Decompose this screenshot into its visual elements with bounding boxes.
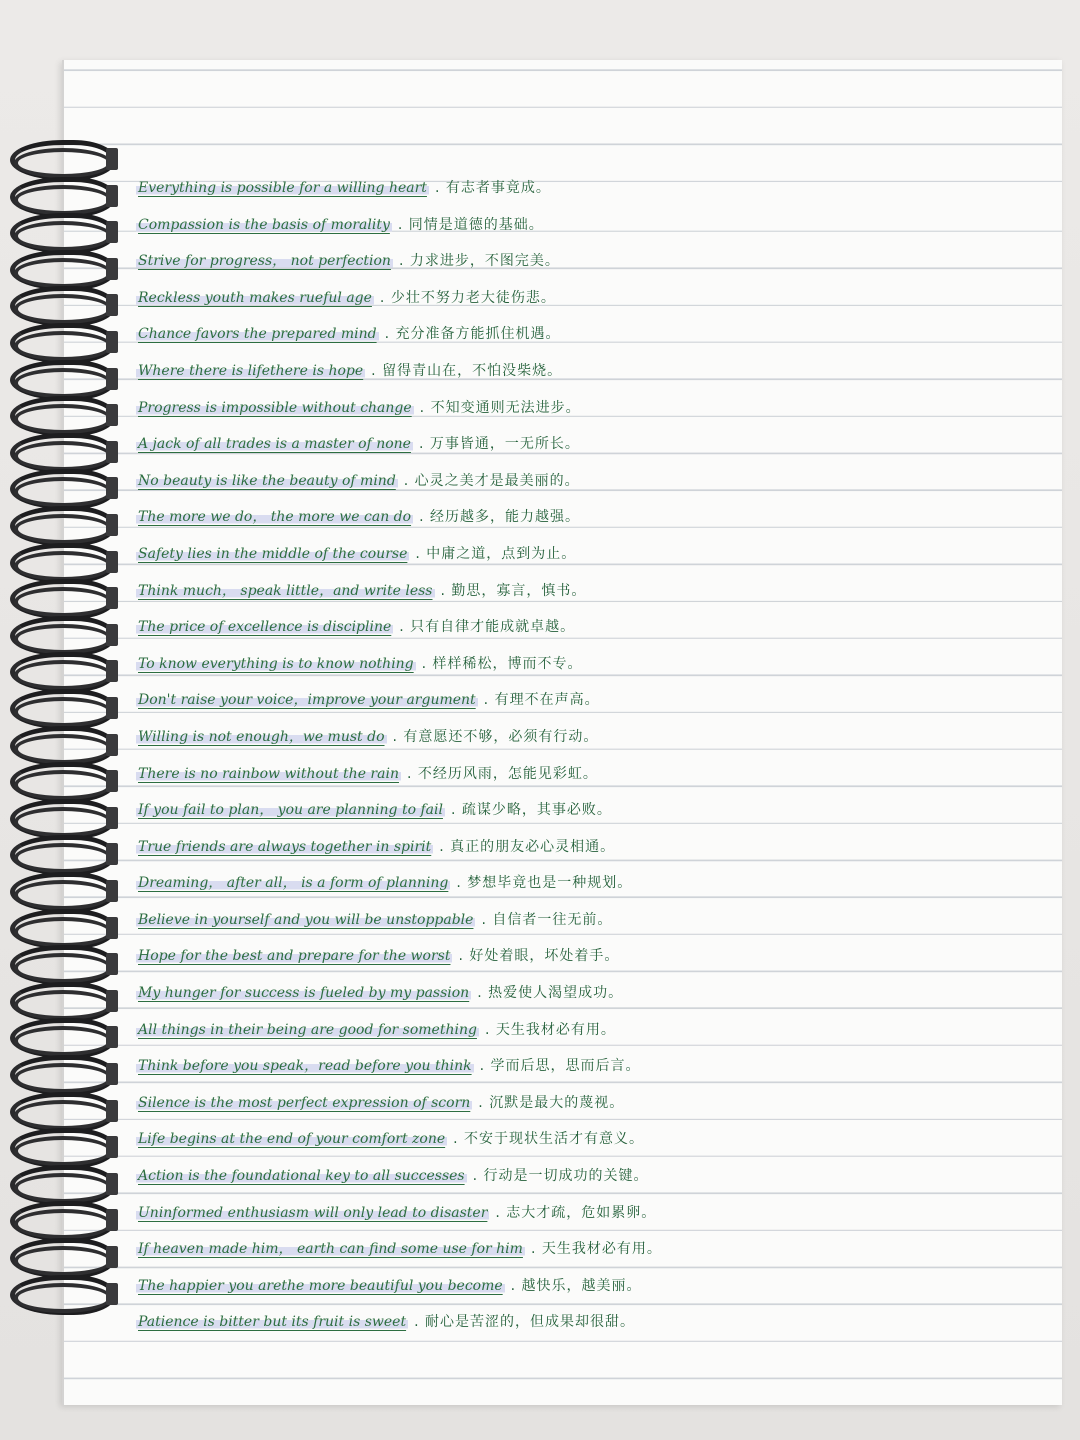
- english-phrase: Don't raise your voice，improve your argument: [138, 692, 476, 709]
- phrase-line: [136, 936, 1076, 973]
- spiral-binding: [0, 140, 130, 1370]
- phrase-line: [136, 1302, 1076, 1339]
- chinese-translation: . 学而后思，思而后言。: [479, 1058, 641, 1075]
- chinese-translation: . 不安于现状生活才有意义。: [453, 1131, 645, 1148]
- spiral-binding-ring-icon: [10, 396, 120, 432]
- phrase-line: [136, 241, 1076, 278]
- english-phrase: Action is the foundational key to all successes: [138, 1168, 465, 1185]
- english-phrase: Safety lies in the middle of the course: [138, 545, 408, 562]
- english-phrase: The price of excellence is discipline: [138, 619, 392, 636]
- spiral-binding-ring-icon: [10, 177, 120, 213]
- phrase-line: [136, 388, 1076, 425]
- spiral-binding-ring-icon: [10, 250, 120, 286]
- phrase-line: [136, 168, 1076, 205]
- chinese-translation: . 不知变通则无法进步。: [419, 399, 581, 416]
- chinese-translation: . 耐心是苦涩的，但成果却很甜。: [414, 1314, 635, 1331]
- spiral-binding-ring-icon: [10, 909, 120, 945]
- spiral-binding-ring-icon: [10, 762, 120, 798]
- chinese-translation: . 天生我材必有用。: [484, 1021, 616, 1038]
- spiral-binding-ring-icon: [10, 1018, 120, 1054]
- english-phrase: Progress is impossible without change: [138, 399, 412, 416]
- chinese-translation: . 热爱使人渴望成功。: [477, 985, 624, 1002]
- spiral-binding-ring-icon: [10, 982, 120, 1018]
- phrase-line: [136, 1046, 1076, 1083]
- chinese-translation: . 留得青山在，不怕没柴烧。: [371, 362, 563, 379]
- phrase-line: [136, 1156, 1076, 1193]
- phrase-line: [136, 680, 1076, 717]
- chinese-translation: . 有理不在声高。: [483, 692, 600, 709]
- english-phrase: To know everything is to know nothing: [138, 655, 414, 672]
- phrase-line: [136, 1266, 1076, 1303]
- chinese-translation: . 自信者一往无前。: [481, 911, 613, 928]
- phrase-list: [136, 168, 1076, 1339]
- spiral-binding-ring-icon: [10, 1165, 120, 1201]
- phrase-line: [136, 644, 1076, 681]
- chinese-translation: . 好处着眼，坏处着手。: [458, 948, 620, 965]
- spiral-binding-ring-icon: [10, 799, 120, 835]
- phrase-line: [136, 1193, 1076, 1230]
- chinese-translation: . 有志者事竟成。: [434, 180, 551, 196]
- english-phrase: Think much， speak little，and write less: [138, 582, 433, 599]
- english-phrase: Patience is bitter but its fruit is sweet: [138, 1314, 407, 1331]
- spiral-binding-ring-icon: [10, 1092, 120, 1128]
- phrase-line: [136, 571, 1076, 608]
- spiral-binding-ring-icon: [10, 286, 120, 322]
- english-phrase: The more we do， the more we can do: [138, 509, 412, 526]
- chinese-translation: . 万事皆通，一无所长。: [418, 436, 580, 453]
- phrase-line: [136, 863, 1076, 900]
- chinese-translation: . 少壮不努力老大徒伤悲。: [379, 289, 556, 306]
- phrase-line: [136, 1010, 1076, 1047]
- spiral-binding-ring-icon: [10, 689, 120, 725]
- phrase-line: [136, 973, 1076, 1010]
- english-phrase: Life begins at the end of your comfort zone: [138, 1131, 446, 1148]
- spiral-binding-ring-icon: [10, 433, 120, 469]
- english-phrase: Compassion is the basis of morality: [138, 216, 390, 233]
- english-phrase: Silence is the most perfect expression of scorn: [138, 1094, 471, 1111]
- spiral-binding-ring-icon: [10, 1201, 120, 1237]
- phrase-line: [136, 314, 1076, 351]
- chinese-translation: . 梦想毕竟也是一种规划。: [456, 875, 633, 892]
- spiral-binding-ring-icon: [10, 140, 120, 176]
- spiral-binding-ring-icon: [10, 726, 120, 762]
- phrase-line: [136, 351, 1076, 388]
- spiral-binding-ring-icon: [10, 543, 120, 579]
- spiral-binding-ring-icon: [10, 360, 120, 396]
- phrase-line: [136, 717, 1076, 754]
- english-phrase: Uninformed enthusiasm will only lead to disaster: [138, 1204, 488, 1221]
- english-phrase: Everything is possible for a willing heart: [138, 180, 427, 196]
- chinese-translation: . 越快乐，越美丽。: [510, 1277, 642, 1294]
- phrase-line: [136, 790, 1076, 827]
- chinese-translation: . 真正的朋友必心灵相通。: [439, 838, 616, 855]
- phrase-line: [136, 827, 1076, 864]
- phrase-line: [136, 461, 1076, 498]
- spiral-binding-ring-icon: [10, 506, 120, 542]
- phrase-line: [136, 205, 1076, 242]
- chinese-translation: . 中庸之道，点到为止。: [415, 545, 577, 562]
- english-phrase: Chance favors the prepared mind: [138, 326, 377, 343]
- chinese-translation: . 样样稀松，博而不专。: [421, 655, 583, 672]
- spiral-binding-ring-icon: [10, 945, 120, 981]
- phrase-line: [136, 607, 1076, 644]
- english-phrase: No beauty is like the beauty of mind: [138, 472, 396, 489]
- spiral-binding-ring-icon: [10, 652, 120, 688]
- chinese-translation: . 充分准备方能抓住机遇。: [384, 326, 561, 343]
- english-phrase: There is no rainbow without the rain: [138, 765, 399, 782]
- chinese-translation: . 不经历风雨，怎能见彩虹。: [406, 765, 598, 782]
- english-phrase: Where there is lifethere is hope: [138, 362, 364, 379]
- english-phrase: A jack of all trades is a master of none: [138, 436, 411, 453]
- english-phrase: Strive for progress， not perfection: [138, 253, 391, 270]
- phrase-line: [136, 424, 1076, 461]
- phrase-line: [136, 1119, 1076, 1156]
- spiral-binding-ring-icon: [10, 579, 120, 615]
- chinese-translation: . 只有自律才能成就卓越。: [399, 619, 576, 636]
- chinese-translation: . 力求进步，不图完美。: [398, 253, 560, 270]
- spiral-binding-ring-icon: [10, 323, 120, 359]
- chinese-translation: . 有意愿还不够，必须有行动。: [392, 728, 599, 745]
- spiral-binding-ring-icon: [10, 1275, 120, 1311]
- chinese-translation: . 行动是一切成功的关键。: [472, 1168, 649, 1185]
- english-phrase: The happier you arethe more beautiful you become: [138, 1277, 503, 1294]
- phrase-line: [136, 754, 1076, 791]
- phrase-line: [136, 1083, 1076, 1120]
- phrase-line: [136, 900, 1076, 937]
- english-phrase: Dreaming， after all， is a form of planning: [138, 875, 449, 892]
- spiral-binding-ring-icon: [10, 1128, 120, 1164]
- spiral-binding-ring-icon: [10, 872, 120, 908]
- spiral-binding-ring-icon: [10, 616, 120, 652]
- spiral-binding-ring-icon: [10, 1238, 120, 1274]
- phrase-line: [136, 1229, 1076, 1266]
- chinese-translation: . 心灵之美才是最美丽的。: [403, 472, 580, 489]
- chinese-translation: . 疏谋少略，其事必败。: [450, 802, 612, 819]
- english-phrase: All things in their being are good for something: [138, 1021, 477, 1038]
- chinese-translation: . 沉默是最大的蔑视。: [478, 1094, 625, 1111]
- english-phrase: Believe in yourself and you will be unstoppable: [138, 911, 474, 928]
- english-phrase: True friends are always together in spirit: [138, 838, 432, 855]
- english-phrase: Hope for the best and prepare for the worst: [138, 948, 451, 965]
- chinese-translation: . 天生我材必有用。: [530, 1241, 662, 1258]
- chinese-translation: . 经历越多，能力越强。: [419, 509, 580, 526]
- phrase-line: [136, 278, 1076, 315]
- spiral-binding-ring-icon: [10, 469, 120, 505]
- spiral-binding-ring-icon: [10, 213, 120, 249]
- chinese-translation: . 同情是道德的基础。: [397, 216, 544, 233]
- english-phrase: Reckless youth makes rueful age: [138, 289, 372, 306]
- english-phrase: My hunger for success is fueled by my passion: [138, 985, 470, 1002]
- phrase-line: [136, 497, 1076, 534]
- english-phrase: If heaven made him， earth can find some use for him: [138, 1241, 523, 1258]
- english-phrase: Willing is not enough，we must do: [138, 728, 385, 745]
- chinese-translation: . 勤思，寡言，慎书。: [440, 582, 587, 599]
- spiral-binding-ring-icon: [10, 1055, 120, 1091]
- chinese-translation: . 志大才疏，危如累卵。: [495, 1204, 657, 1221]
- spiral-binding-ring-icon: [10, 835, 120, 871]
- english-phrase: If you fail to plan， you are planning to fail: [138, 802, 443, 819]
- phrase-line: [136, 534, 1076, 571]
- english-phrase: Think before you speak，read before you think: [138, 1058, 472, 1075]
